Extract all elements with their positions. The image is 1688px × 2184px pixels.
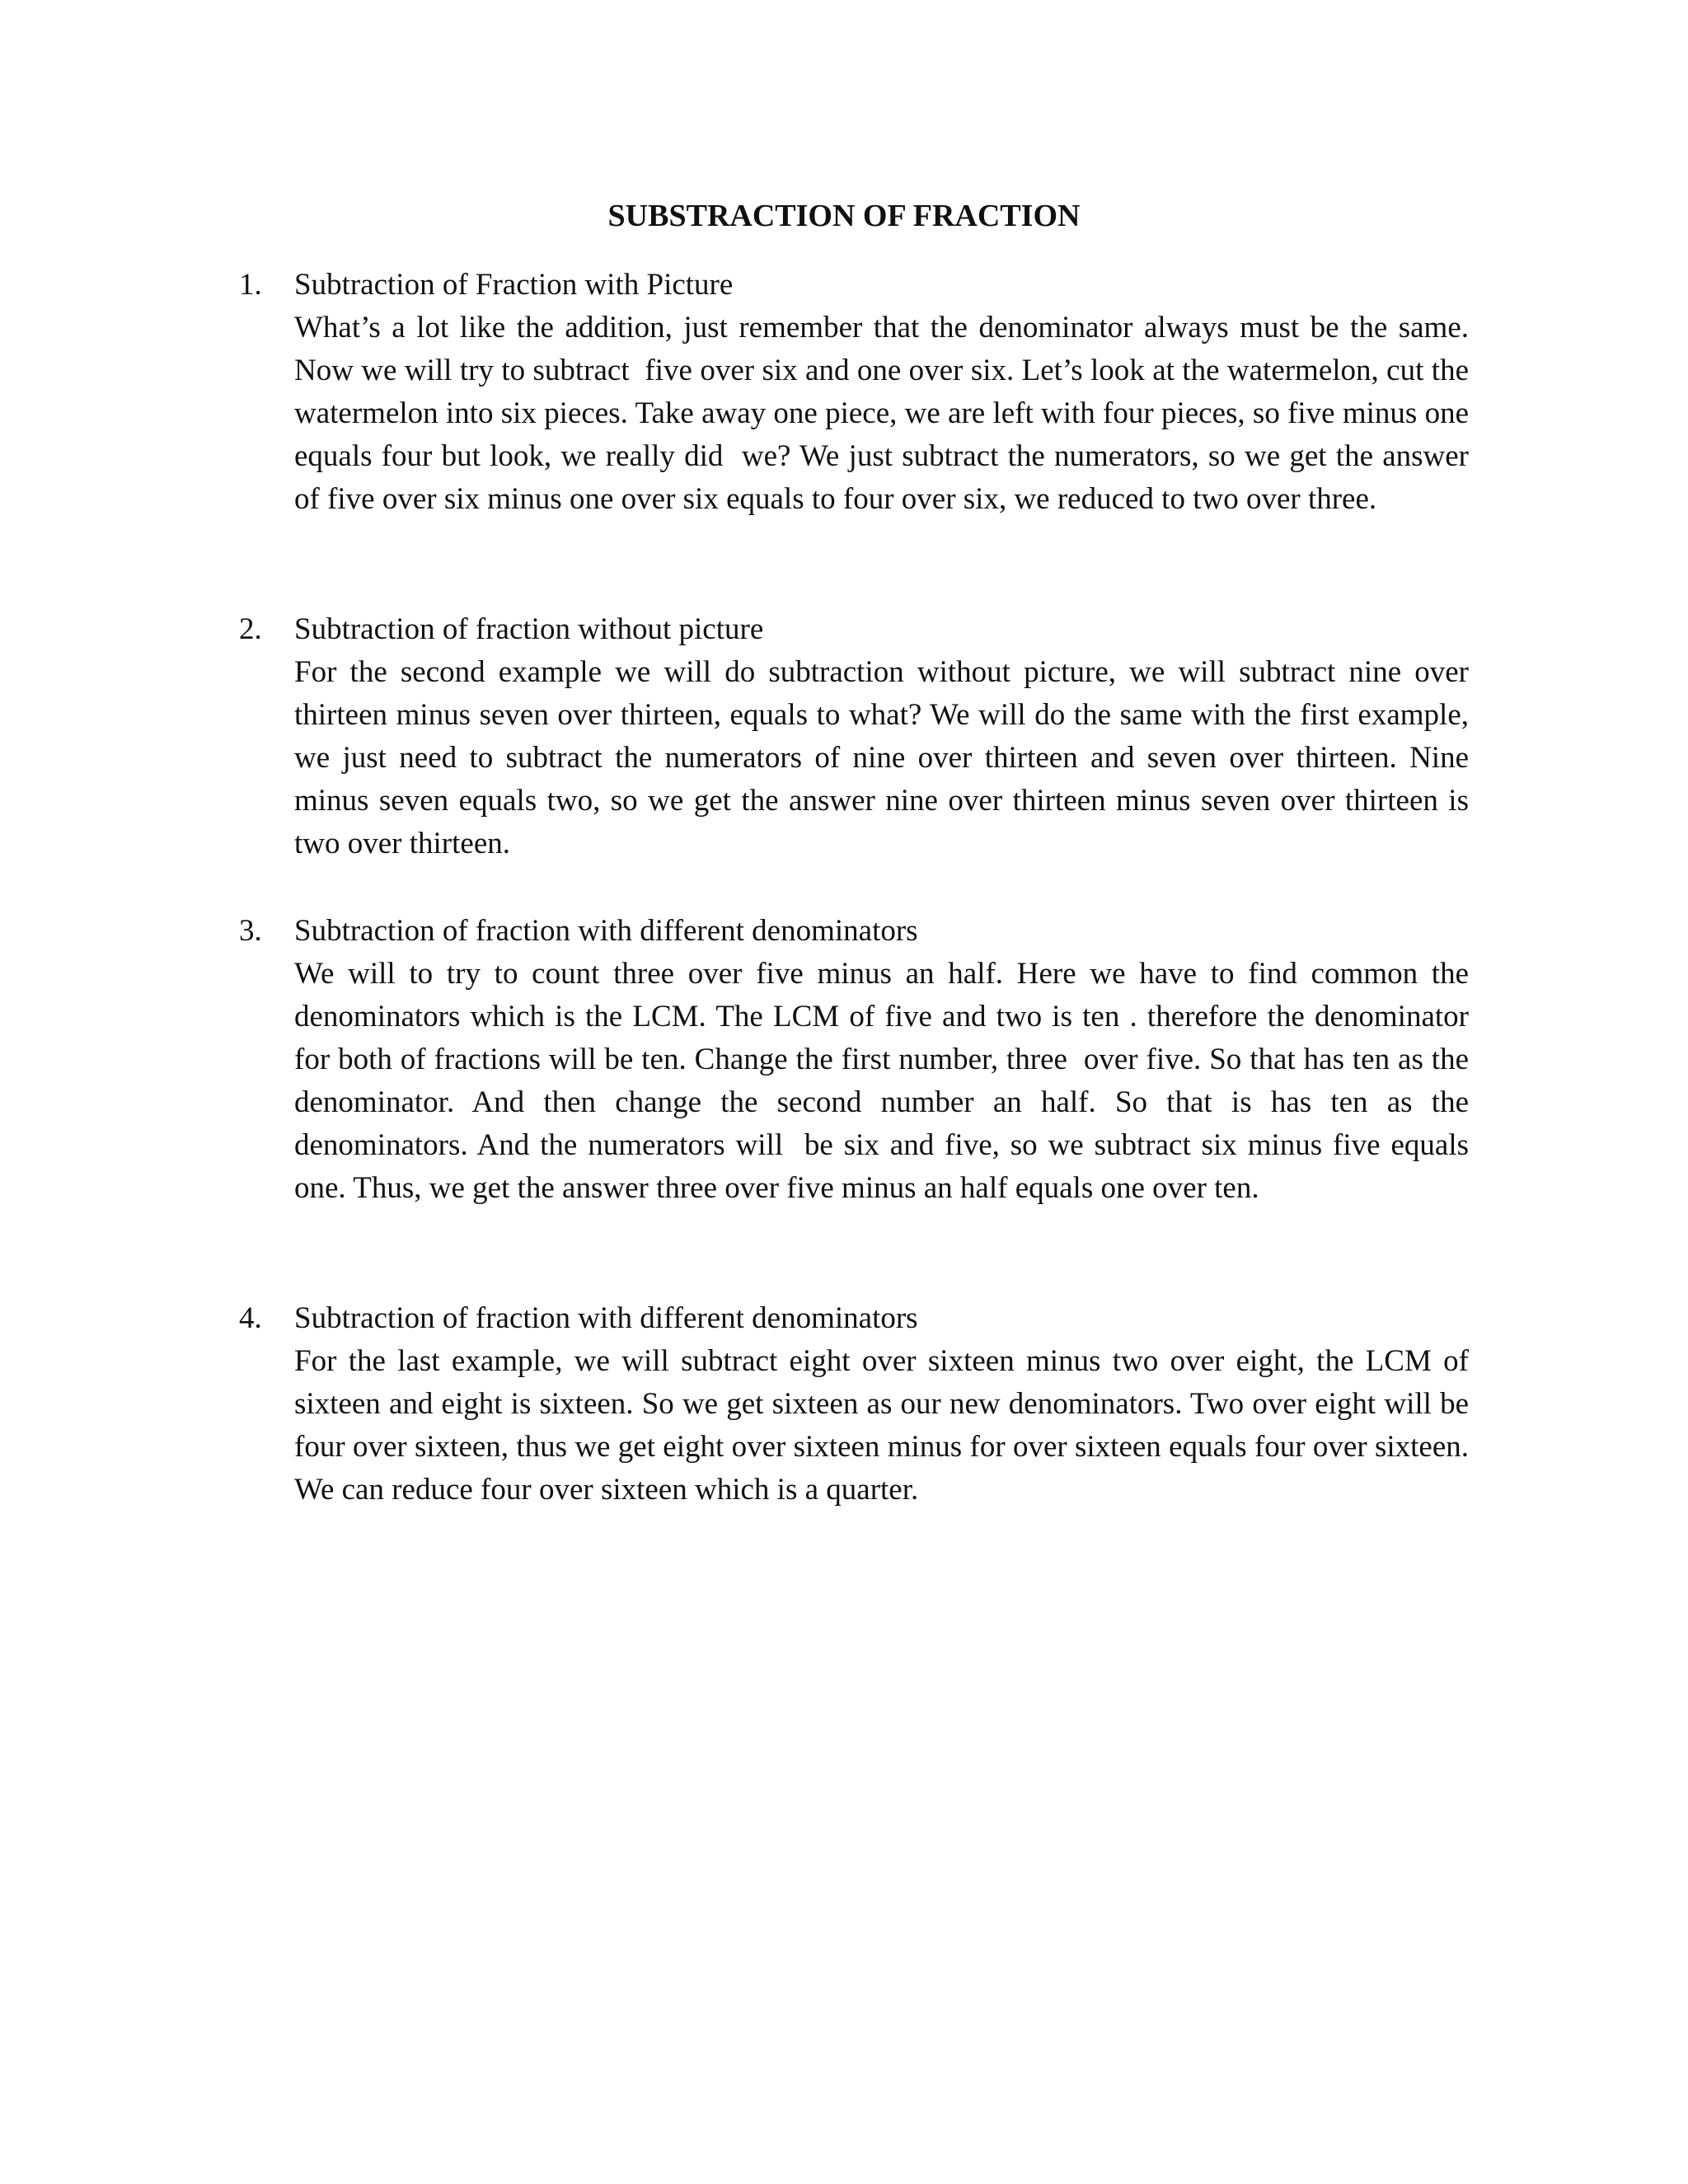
list-item-paragraph: We will to try to count three over five minus an half. Here we have to find common the denominators which is the LCM. The LCM of five and two is ten . therefore the denominator for both of fractions will be ten. Change the first number, three over five. So that has ten as the denominator. And then change the second number an half. So that is has ten as the denominators. And the numerators will be six and five, so we subtract six minus five equals one. Thus, we get the answer three over five minus an half equals one over ten. bbox=[294, 957, 1477, 1205]
list-item-number: 1. bbox=[239, 268, 262, 302]
list-item-heading: Subtraction of fraction without picture bbox=[294, 612, 764, 646]
list-item-heading: Subtraction of Fraction with Picture bbox=[294, 268, 734, 302]
list-item-number: 2. bbox=[239, 612, 262, 646]
list-item-paragraph: What’s a lot like the addition, just remember that the denominator always must be the same. Now we will try to subtract five over six and one over six. Let’s look at the watermelon, cut the watermelon into six pieces. Take away one piece, we are left with four pieces, so five minus one equals four but look, we really did we? We just subtract the numerators, so we get the answer of five over six minus one over six equals to four over six, we reduced to two over three. bbox=[294, 311, 1477, 516]
list-item bbox=[239, 264, 1477, 521]
page-title: SUBSTRACTION OF FRACTION bbox=[607, 199, 1081, 233]
list-item-body bbox=[294, 264, 1477, 521]
list-item-paragraph: For the last example, we will subtract eight over sixteen minus two over eight, the LCM of sixteen and eight is sixteen. So we get sixteen as our new denominators. Two over eight will be four over sixteen, thus we get eight over sixteen minus for over sixteen equals four over sixteen. We can reduce four over sixteen which is a quarter. bbox=[294, 1344, 1477, 1507]
list-item-body bbox=[294, 1297, 1477, 1511]
list-item-number: 3. bbox=[239, 914, 262, 948]
list-item-heading: Subtraction of fraction with different denominators bbox=[294, 1301, 918, 1335]
list-item-body bbox=[294, 608, 1477, 865]
list-item-heading: Subtraction of fraction with different denominators bbox=[294, 914, 918, 948]
list-item bbox=[239, 608, 1477, 865]
list-item-body bbox=[294, 910, 1477, 1210]
list-item bbox=[239, 910, 1477, 1210]
list-item-number: 4. bbox=[239, 1301, 262, 1335]
list-item bbox=[239, 1297, 1477, 1511]
list-item-paragraph: For the second example we will do subtraction without picture, we will subtract nine over thirteen minus seven over thirteen, equals to what? We will do the same with the first example, we just need to subtract the numerators of nine over thirteen and seven over thirteen. Nine minus seven equals two, so we get the answer nine over thirteen minus seven over thirteen is two over thirteen. bbox=[294, 655, 1477, 860]
